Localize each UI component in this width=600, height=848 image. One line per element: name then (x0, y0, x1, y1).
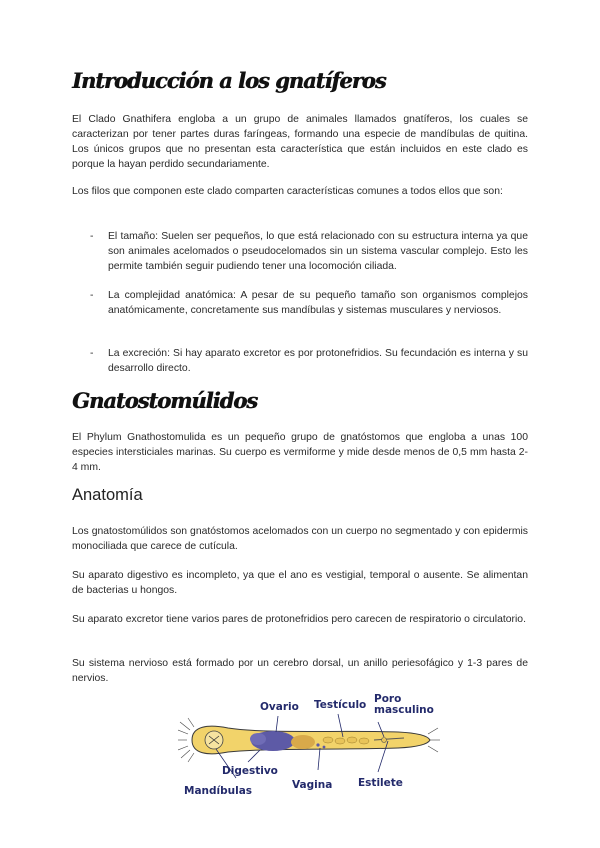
anatomy-figure (178, 693, 440, 800)
anatomia-paragraph-3: Su aparato excretor tiene varios pares de protonefridios pero carecen de respiratorio o circulatorio. (72, 614, 526, 625)
label-mandibulas: Mandíbulas (184, 785, 253, 797)
ovary-lobe-shape (250, 733, 266, 745)
anatomia-paragraph-1: Los gnatostomúlidos son gnatóstomos acelomados con un cuerpo no segmentado y con epidermis monociliada que carece de cutícula. (72, 526, 528, 552)
bullet-text: La complejidad anatómica: A pesar de su pequeño tamaño son organismos complejos anatómicamente, concretamente sus mandíbulas y sistemas musculares y nerviosos. (108, 290, 528, 316)
bullet-item-tamano (90, 229, 528, 274)
bullet-marker: - (90, 290, 94, 301)
male-pore-shape (382, 738, 387, 743)
gut-shape (291, 735, 315, 749)
bullet-marker: - (90, 348, 94, 359)
anatomia-paragraph-4: Su sistema nervioso está formado por un cerebro dorsal, un anillo periesofágico y 1-3 pares de nervios. (72, 658, 528, 684)
anatomia-title: Anatomía (72, 486, 143, 504)
label-testiculo: Testículo (314, 699, 367, 711)
gnatho-title: Gnatostomúlidos (72, 388, 258, 413)
label-estilete: Estilete (358, 777, 403, 789)
label-digestivo: Digestivo (222, 765, 278, 777)
intro-title: Introducción a los gnatíferos (72, 68, 386, 93)
label-poro-masculino: Poro masculino (374, 693, 434, 716)
gnatho-paragraph-1: El Phylum Gnathostomulida es un pequeño grupo de gnatóstomos que engloba a unas 100 especies intersticiales marinas. Su cuerpo es vermiforme y mide desde menos de 0,5 mm hasta 2-4 mm. (72, 432, 528, 473)
anatomia-paragraph-2: Su aparato digestivo es incompleto, ya que el ano es vestigial, temporal o ausente. Se alimentan de bacterias u hongos. (72, 570, 528, 596)
bullet-marker: - (90, 231, 94, 242)
bullet-text: La excreción: Si hay aparato excretor es por protonefridios. Su fecundación es interna y su desarrollo directo. (108, 348, 528, 374)
intro-paragraph-1: El Clado Gnathifera engloba a un grupo de animales llamados gnatíferos, los cuales se caracterizan por tener partes duras faríngeas, formando una especie de mandíbulas de quitina. Los únicos grupos que no presentan esta característica que están incluidos en este clado es porque la hayan perdido secundariamente. (72, 114, 528, 170)
intro-paragraph-2: Los filos que componen este clado comparten características comunes a todos ellos que son: (72, 186, 503, 197)
label-ovario: Ovario (260, 701, 299, 713)
bullet-item-complejidad (90, 288, 528, 318)
bullet-item-excrecion (90, 346, 528, 376)
bullet-text: El tamaño: Suelen ser pequeños, lo que está relacionado con su estructura interna ya que son animales acelomados o pseudocelomados sin un sistema vascular complejo. Esto les permite también seguir pudiendo tener una locomoción ciliada. (108, 231, 528, 272)
label-vagina: Vagina (292, 779, 333, 791)
